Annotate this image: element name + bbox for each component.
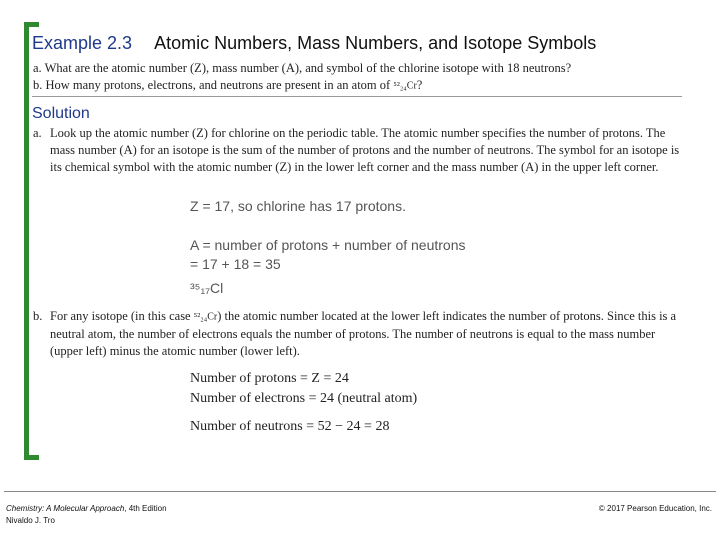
question-b-end: ?: [416, 78, 423, 92]
isotope-symbol: ³⁵₁₇Cl: [190, 280, 224, 296]
divider-rule: [32, 96, 682, 97]
solution-b-marker: b.: [33, 309, 43, 323]
neutrons-count: Number of neutrons = 52 − 24 = 28: [190, 419, 390, 434]
equation-a-result: = 17 + 18 = 35: [190, 256, 281, 272]
footer-book-edition: , 4th Edition: [124, 504, 167, 513]
solution-b-text-1: For any isotope (in this case: [50, 309, 191, 323]
example-label: Example 2.3: [32, 33, 133, 53]
footer-rule: [4, 491, 716, 492]
solution-b-text-2: ) the atomic number located at the lower left indicates the number of protons. Since this is a neutral atom, the number of electrons equals the number of protons. The number of neutrons is equal to the mass number (upper left) minus the atomic number (lower left).: [50, 309, 677, 358]
equation-z: Z = 17, so chlorine has 17 protons.: [190, 198, 406, 214]
solution-a-text: Look up the atomic number (Z) for chlorine on the periodic table. The atomic number specifies the number of protons. The mass number (A) for an isotope is the sum of the number of protons and the number of neutrons. The symbol for an isotope is its chemical symbol with the atomic number (Z) in the lower left corner and the mass number (A) in the upper left corner.: [50, 126, 680, 174]
solution-heading: Solution: [32, 105, 90, 122]
solution-b-body: [50, 308, 683, 360]
solution-a-marker: a.: [33, 126, 42, 140]
question-b-text: How many protons, electrons, and neutrons are present in an atom of: [45, 78, 391, 92]
question-b: [33, 78, 422, 93]
footer-copyright: © 2017 Pearson Education, Inc.: [598, 504, 712, 513]
footer-author: Nivaldo J. Tro: [6, 516, 55, 525]
question-b-marker: b.: [33, 78, 43, 92]
equation-a: A = number of protons + number of neutrons: [190, 237, 466, 253]
question-b-symbol: ⁵²₂₄Cr: [393, 80, 417, 92]
solution-b-symbol: ⁵²₂₄Cr: [193, 311, 218, 323]
question-a: [33, 61, 571, 76]
question-a-text: What are the atomic number (Z), mass number (A), and symbol of the chlorine isotope with 18 neutrons?: [44, 61, 572, 75]
footer-book-title: Chemistry: A Molecular Approach: [6, 504, 125, 513]
footer-book: [6, 504, 167, 513]
page-title: [32, 33, 596, 54]
example-title: Atomic Numbers, Mass Numbers, and Isotope Symbols: [154, 33, 597, 53]
question-a-marker: a.: [33, 61, 42, 75]
electrons-count: Number of electrons = 24 (neutral atom): [190, 391, 418, 406]
solution-a: [33, 125, 683, 176]
solution-b: [33, 308, 683, 360]
protons-count: Number of protons = Z = 24: [190, 371, 349, 386]
